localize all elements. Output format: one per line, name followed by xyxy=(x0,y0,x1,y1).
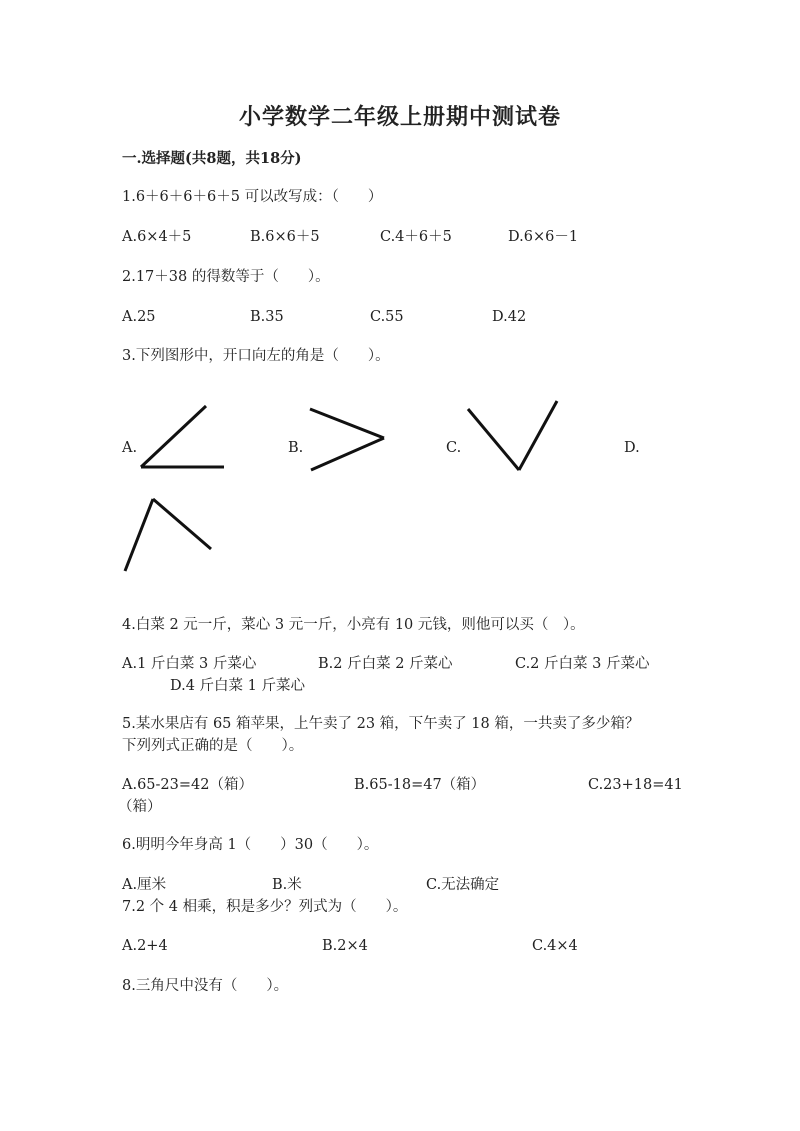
question-1-option-b[interactable]: B.6×6＋5 xyxy=(250,229,320,245)
question-4-option-a[interactable]: A.1 斤白菜 3 斤菜心 xyxy=(122,656,257,672)
question-6-stem: 6.明明今年身高 1（ ）30（ ）。 xyxy=(122,837,379,853)
question-5-option-b[interactable]: B.65-18=47（箱） xyxy=(354,777,486,793)
question-2-option-d[interactable]: D.42 xyxy=(492,309,527,325)
question-7-option-c[interactable]: C.4×4 xyxy=(532,938,578,954)
question-6-option-c[interactable]: C.无法确定 xyxy=(426,877,500,893)
angle-b-figure[interactable] xyxy=(310,409,384,470)
question-3-option-a[interactable]: A. xyxy=(122,440,138,456)
question-2-option-b[interactable]: B.35 xyxy=(250,309,284,325)
question-3-stem: 3.下列图形中，开口向左的角是（ ）。 xyxy=(122,348,390,364)
question-5-option-c-unit: （箱） xyxy=(118,799,162,815)
angle-c-figure[interactable] xyxy=(468,401,557,470)
question-7-stem: 7.2 个 4 相乘，积是多少？列式为（ ）。 xyxy=(122,899,408,915)
question-6-option-a[interactable]: A.厘米 xyxy=(122,877,167,893)
section-heading: 一.选择题(共8题，共18分) xyxy=(122,150,302,167)
question-2-option-c[interactable]: C.55 xyxy=(370,309,404,325)
question-6-option-b[interactable]: B.米 xyxy=(272,877,302,893)
page-title: 小学数学二年级上册期中测试卷 xyxy=(238,104,561,130)
question-3-option-d[interactable]: D. xyxy=(624,440,640,456)
question-4-stem: 4.白菜 2 元一斤，菜心 3 元一斤，小亮有 10 元钱，则他可以买（ ）。 xyxy=(122,617,585,633)
angle-d-figure[interactable] xyxy=(125,499,211,571)
question-5-stem-line2: 下列列式正确的是（ ）。 xyxy=(122,738,304,754)
question-5-option-c[interactable]: C.23+18=41 xyxy=(588,777,683,793)
question-2-option-a[interactable]: A.25 xyxy=(122,309,156,325)
question-1-option-c[interactable]: C.4＋6＋5 xyxy=(380,229,452,245)
question-1-option-d[interactable]: D.6×6－1 xyxy=(508,229,579,245)
question-1-stem: 1.6＋6＋6＋6＋5 可以改写成：（ ） xyxy=(122,189,383,205)
question-2-stem: 2.17＋38 的得数等于（ ）。 xyxy=(122,269,330,285)
question-4-option-d[interactable]: D.4 斤白菜 1 斤菜心 xyxy=(170,678,305,694)
question-4-option-b[interactable]: B.2 斤白菜 2 斤菜心 xyxy=(318,656,453,672)
question-5-option-a[interactable]: A.65-23=42（箱） xyxy=(122,777,253,793)
question-7-option-a[interactable]: A.2+4 xyxy=(122,938,168,954)
question-4-option-c[interactable]: C.2 斤白菜 3 斤菜心 xyxy=(515,656,650,672)
question-8-stem: 8.三角尺中没有（ ）。 xyxy=(122,978,289,994)
angle-a-figure[interactable] xyxy=(141,406,224,467)
question-1-option-a[interactable]: A.6×4＋5 xyxy=(122,229,192,245)
question-7-option-b[interactable]: B.2×4 xyxy=(322,938,368,954)
question-3-option-b[interactable]: B. xyxy=(288,440,304,456)
question-3-option-c[interactable]: C. xyxy=(446,440,462,456)
question-5-stem: 5.某水果店有 65 箱苹果，上午卖了 23 箱，下午卖了 18 箱，一共卖了多少箱？ xyxy=(122,716,640,732)
